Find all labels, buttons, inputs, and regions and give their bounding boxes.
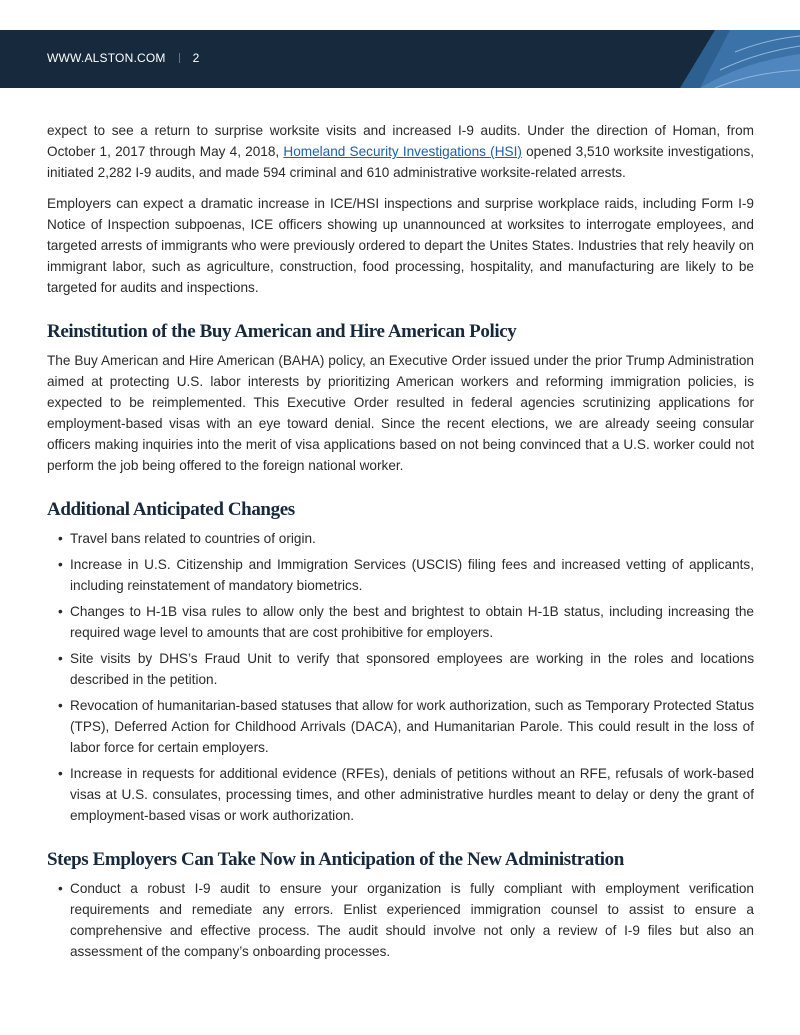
intro-paragraph-2: Employers can expect a dramatic increase in ICE/HSI inspections and surprise workplace raids, including Form I-9 Notice of Inspection subpoenas, ICE officers showing up unannounced at worksites to interrogate employees, and targeted arrests of immigrants who were previously ordered to depart the Unites States. Industries that rely heavily on immigrant labor, such as agriculture, construction, food processing, hospitality, and manufacturing are likely to be targeted for audits and inspections. xyxy=(47,196,754,295)
bullet-icon: • xyxy=(58,557,63,572)
list-item: • Travel bans related to countries of origin. xyxy=(47,528,754,549)
changes-list xyxy=(47,528,754,826)
header-wave-graphic xyxy=(660,30,800,88)
list-item: • Changes to H-1B visa rules to allow only the best and brightest to obtain H-1B status, including increasing the required wage level to amounts that are cost prohibitive for employers. xyxy=(47,601,754,643)
page-header xyxy=(0,30,800,88)
bullet-icon: • xyxy=(58,881,63,896)
list-item: • Increase in U.S. Citizenship and Immigration Services (USCIS) filing fees and increased vetting of applicants, including reinstatement of mandatory biometrics. xyxy=(47,554,754,596)
bullet-icon: • xyxy=(58,766,63,781)
changes-heading: Additional Anticipated Changes xyxy=(47,499,295,520)
document-body xyxy=(47,120,754,967)
list-item: • Increase in requests for additional evidence (RFEs), denials of petitions without an RFE, refusals of work-based visas at U.S. consulates, processing times, and other administrative hurdles meant to delay or deny the grant of employment-based visas or work authorization. xyxy=(47,763,754,826)
header-divider xyxy=(179,53,180,63)
steps-list xyxy=(47,878,754,962)
steps-heading: Steps Employers Can Take Now in Anticipation of the New Administration xyxy=(47,849,624,870)
header-bar-text xyxy=(47,51,199,65)
bullet-icon: • xyxy=(58,604,63,619)
intro-paragraph-1 xyxy=(47,120,754,183)
intro-text-after-link: opened 3,510 worksite investigations, initiated 2,282 I-9 audits, and made 594 criminal and 610 administrative worksite-related arrests. xyxy=(47,144,755,180)
bullet-icon: • xyxy=(58,698,63,713)
baha-paragraph: The Buy American and Hire American (BAHA) policy, an Executive Order issued under the prior Trump Administration aimed at protecting U.S. labor interests by prioritizing American workers and reforming immigration policies, is expected to be reimplemented. This Executive Order resulted in federal agencies scrutinizing applications for employment-based visas with an eye toward denial. Since the recent elections, we are already seeing consular officers making inquiries into the merit of visa applications based on not being convinced that a U.S. worker could not perform the job being offered to the foreign national worker. xyxy=(47,353,754,473)
bullet-icon: • xyxy=(58,531,63,546)
page-number: 2 xyxy=(192,51,200,65)
hsi-link[interactable]: Homeland Security Investigations (HSI) xyxy=(283,144,522,159)
intro-text-before-link: expect to see a return to surprise worksite visits and increased I-9 audits. Under the direction of Homan, from October 1, 2017 through May 4, 2018, xyxy=(47,123,754,159)
list-item: • Site visits by DHS’s Fraud Unit to verify that sponsored employees are working in the roles and locations described in the petition. xyxy=(47,648,754,690)
list-item: • Revocation of humanitarian-based statuses that allow for work authorization, such as Temporary Protected Status (TPS), Deferred Action for Childhood Arrivals (DACA), and Humanitarian Parole. This could result in the loss of labor force for certain employers. xyxy=(47,695,754,758)
list-item: • Conduct a robust I-9 audit to ensure your organization is fully compliant with employment verification requirements and remediate any errors. Enlist experienced immigration counsel to assist to ensure a comprehensive and effective process. The audit should involve not only a review of I-9 files but also an assessment of the company’s onboarding processes. xyxy=(47,878,754,962)
site-link[interactable]: WWW.ALSTON.COM xyxy=(47,51,166,65)
baha-heading: Reinstitution of the Buy American and Hire American Policy xyxy=(47,321,517,342)
bullet-icon: • xyxy=(58,651,63,666)
